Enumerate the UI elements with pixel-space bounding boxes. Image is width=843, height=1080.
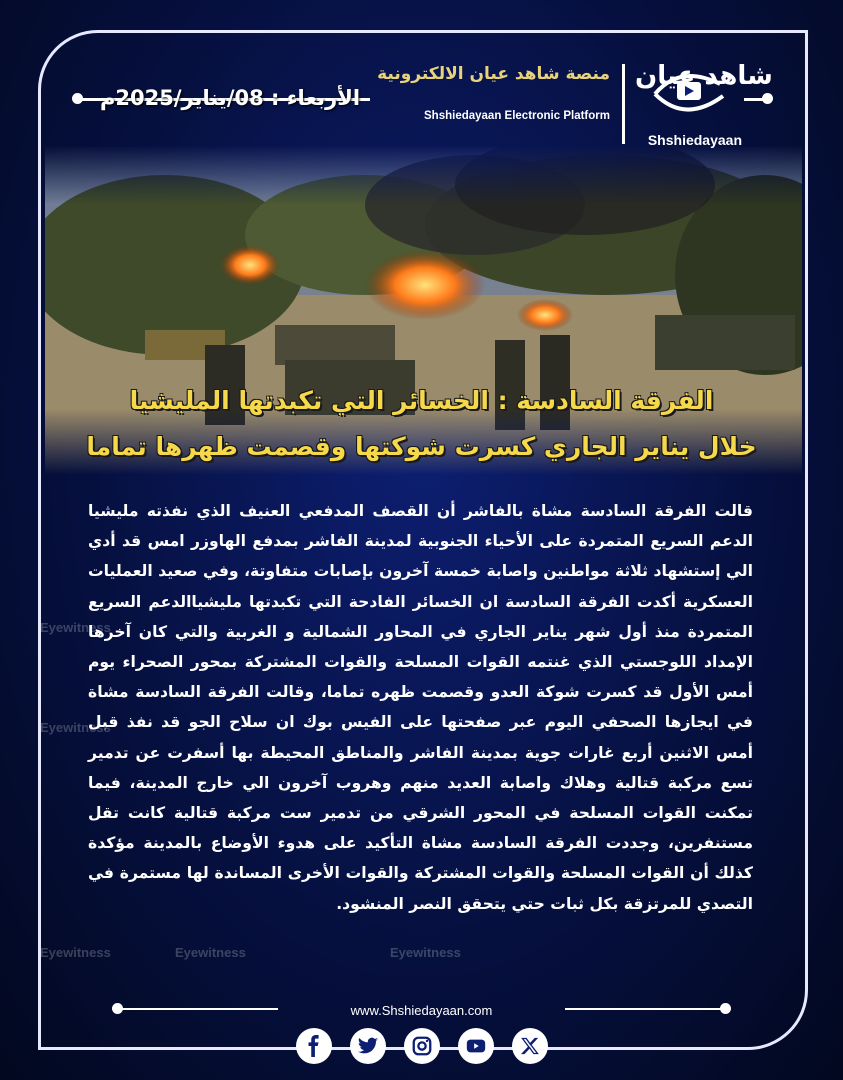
facebook-icon[interactable] <box>296 1028 332 1064</box>
twitter-bird-icon[interactable] <box>350 1028 386 1064</box>
x-icon[interactable] <box>512 1028 548 1064</box>
website-link[interactable]: www.Shshiedayaan.com <box>350 1003 493 1018</box>
article-body: قالت الفرقة السادسة مشاة بالفاشر أن القصف المدفعي العنيف الذي نفذته مليشيا الدعم السريع المتمردة على الأحياء الجنوبية لمدينة الفاشر بمدفع الهاوزر امس قد أدي الي إستشهاد ثلاثة مواطنين واصابة خمسة آخرون بإصابات متفاوتة، وفي صعيد العمليات العسكرية أكدت الفرقة السادسة ان الخسائر الفادحة التي تكبدتها مليشياالدعم السريع المتمردة منذ أول شهر يناير الجاري في المحاور الشمالية و الغربية والتي كان آخرها الإمداد اللوجستي الذي غنتمه القوات المسلحة والقوات المشتركة بمحور الصحراء يوم أمس الأول قد كسرت شوكة العدو وقصمت ظهره تماما، وقالت الفرقة السادسة مشاة في ايجازها الصحفي اليوم عبر صفحتها على الفيس بوك ان سلاح الجو قد نفذ قبل أمس الاثنين أربع غارات جوية بمدينة الفاشر والمناطق المحيطة بها أسفرت عن تدمير تسع مركبة قتالية وهلاك واصابة العديد منهم وهروب آخرون الي خارج المدينة، فيما تمكنت القوات المسلحة في المحور الشرقي من تدمير ست مركبة قتالية كانت تقل مستنفرين، وجددت الفرقة السادسة مشاة التأكيد على هدوء الأوضاع بالمدينة مؤكدة كذلك أن القوات المسلحة والقوات المشتركة والقوات الأخرى المساندة لها مستمرة في التصدي للمرتزقة بكل ثبات حتي يتحقق النصر المنشود. <box>88 502 753 913</box>
eye-play-logo-icon <box>625 54 773 132</box>
watermark-text: Eyewitness <box>40 620 111 635</box>
headline <box>40 378 803 470</box>
platform-name-arabic: منصة شاهد عيان الالكترونية <box>377 64 610 84</box>
watermark-text: Eyewitness <box>390 945 461 960</box>
platform-name-english: Shshiedayaan Electronic Platform <box>424 110 610 122</box>
svg-text:شاهد عيان: شاهد عيان <box>635 61 773 91</box>
instagram-icon[interactable] <box>404 1028 440 1064</box>
header-divider <box>622 64 625 144</box>
social-links <box>296 1028 548 1066</box>
youtube-icon[interactable] <box>458 1028 494 1064</box>
brand-name: Shshiedayaan <box>647 132 742 148</box>
watermark-text: Eyewitness <box>40 945 111 960</box>
publish-date: الأربعاء : 08/يناير/2025م <box>100 86 361 110</box>
brand-logo <box>620 52 773 162</box>
watermark-text: Eyewitness <box>40 720 111 735</box>
headline-line-1: الفرقة السادسة : الخسائر التي تكبدتها المليشيا <box>129 386 714 415</box>
header <box>70 52 773 162</box>
watermark-text: Eyewitness <box>175 945 246 960</box>
headline-line-2: خلال يناير الجاري كسرت شوكتها وقصمت ظهرها تماما <box>86 432 757 461</box>
